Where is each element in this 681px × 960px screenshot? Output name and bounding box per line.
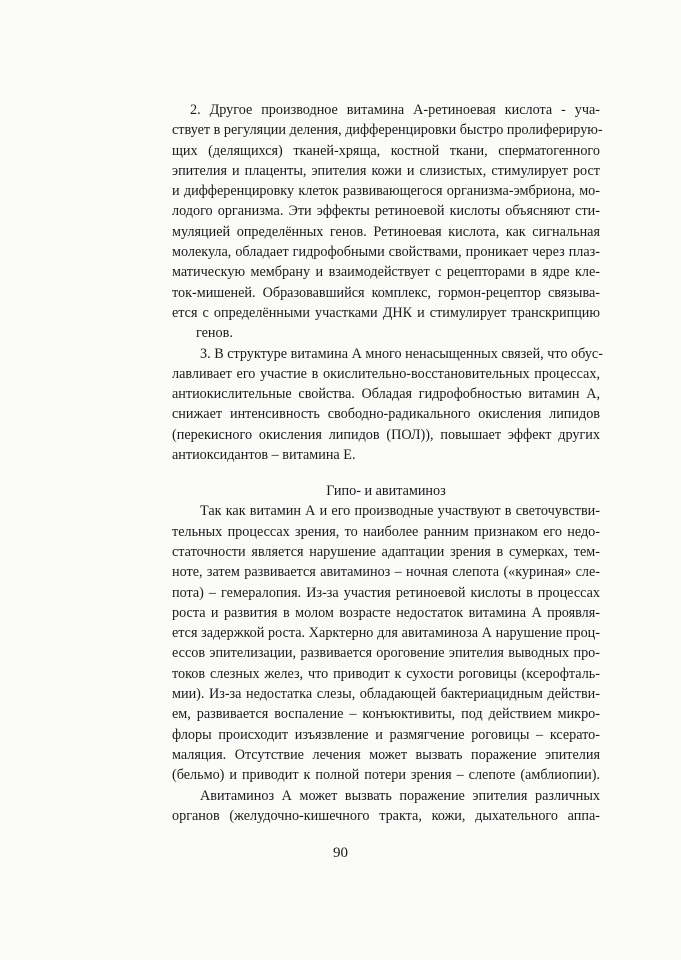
text-line: 3. В структуре витамина А много ненасыщенных связей, что обус- [200, 345, 603, 362]
text-line: эпителия и плаценты, эпителия кожи и слизистых, стимулирует рост [172, 162, 600, 179]
text-line: муляцией определённых генов. Ретиноевая кислота, как сигнальная [172, 223, 600, 240]
text-line: молекула, обладает гидрофобными свойствами, проникает через плаз- [172, 244, 600, 261]
text-line: ется с определёнными участками ДНК и стимулирует транскрипцию [172, 304, 600, 321]
text-line: мии). Из-за недостатка слезы, обладающей бактериацидным действи- [172, 686, 600, 703]
text-line: тельных процессах зрения, то наиболее ранним признаком его недо- [172, 523, 600, 540]
text-line: органов (желудочно-кишечного тракта, кожи, дыхательного аппа- [172, 807, 600, 824]
paragraph-retinoic-acid [172, 100, 603, 344]
text-line: ессов эпителизации, развивается ороговение эпителия выводных про- [172, 645, 600, 662]
text-line: ется задержкой роста. Харктерно для авитаминоза А нарушение проц- [172, 625, 600, 642]
text-line: ток-мишеней. Образовавшийся комплекс, гормон-рецептор связыва- [172, 284, 600, 301]
text-line: Авитаминоз А может вызвать поражение эпителия различных [200, 787, 600, 804]
text-line: антиоксидантов – витамина Е. [172, 447, 356, 464]
text-line: антиокислительные свойства. Обладая гидрофобностью витамин А, [172, 386, 600, 403]
text-line: маляция. Отсутствие лечения может вызвать поражение эпителия [172, 746, 600, 763]
section-heading: Гипо- и авитаминоз [326, 483, 446, 500]
text-line: ноте, затем развивается авитаминоз – ночная слепота («куриная» сле- [172, 564, 600, 581]
text-line: статочности является нарушение адаптации зрения в сумерках, тем- [172, 543, 600, 560]
text-line: лодого организма. Эти эффекты ретиноевой кислоты объясняют сти- [172, 203, 600, 220]
text-line: (бельмо) и приводит к полной потери зрения – слепоте (амблиопии). [172, 767, 600, 784]
text-line: лавливает его участие в окислительно-восстановительных процессах, [172, 365, 600, 382]
text-line: генов. [196, 325, 233, 342]
text-line: токов слезных желез, что приводит к сухости роговицы (ксерофталь- [172, 665, 600, 682]
text-line: Так как витамин А и его производные участвуют в светочувстви- [200, 503, 600, 520]
paragraph-avitaminosis [172, 786, 600, 827]
document-page [172, 100, 603, 826]
text-line: (перекисного окисления липидов (ПОЛ)), повышает эффект других [172, 426, 600, 443]
paragraph-hypovitaminosis [172, 501, 600, 785]
text-line: ем, развивается воспаление – конъюктивиты, под действием микро- [172, 706, 600, 723]
text-line: и дифференцировку клеток развивающегося организма-эмбриона, мо- [172, 183, 600, 200]
text-line: щих (делящихся) тканей-хряща, костной ткани, сперматогенного [172, 142, 600, 159]
text-line: 2. Другое производное витамина А-ретиноевая кислота - уча- [190, 102, 600, 118]
text-line: роста и развития в молом возрасте недостаток витамина А проявля- [172, 604, 600, 621]
text-line: снижает интенсивность свободно-радикального окисления липидов [172, 406, 600, 423]
text-line: ствует в регуляции деления, дифференцировки быстро пролиферирую- [172, 122, 603, 139]
text-line: флоры происходит изъязвление и размягчение роговицы – ксерато- [172, 726, 600, 743]
text-line: матическую мембрану и взаимодействует с рецепторами в ядре кле- [172, 264, 600, 281]
page-number: 90 [333, 845, 348, 861]
paragraph-unsaturated-bonds [172, 344, 603, 466]
text-line: пота) – гемералопия. Из-за участия ретиноевой кислоты в процессах [172, 584, 600, 601]
